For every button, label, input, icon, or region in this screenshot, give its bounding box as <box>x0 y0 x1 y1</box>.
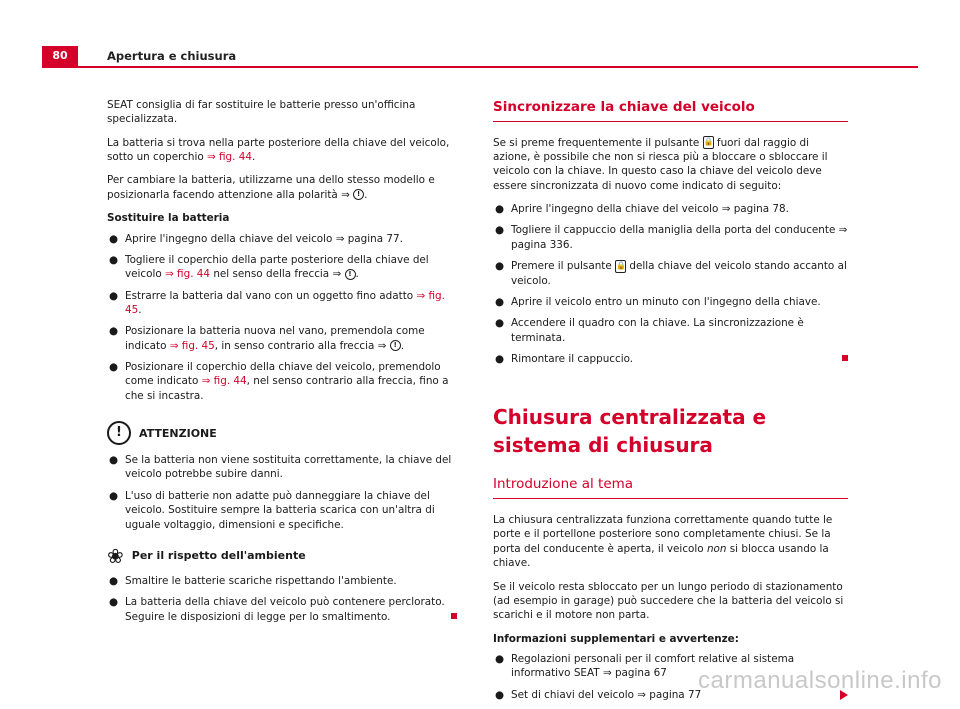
header-rule <box>42 66 918 68</box>
lock-button-icon: 🔒 <box>615 260 626 273</box>
fig-link[interactable]: ⇒ fig. 44 <box>165 268 211 281</box>
bullet-icon: ● <box>495 224 505 237</box>
bullet-icon: ● <box>109 596 119 609</box>
paragraph: La chiusura centralizzata funziona correttamente quando tutte le porte e il portellone posteriore sono completamente chiusi. Se la porta del conducente è aperta, il veicolo non si blocca usando la chiave. <box>493 514 833 570</box>
bullet-icon: ● <box>495 652 505 665</box>
list-item: ● La batteria della chiave del veicolo può contenere perclorato. Seguire le disposizioni di legge per lo smaltimento. <box>107 595 459 624</box>
bullet-icon: ● <box>109 574 119 587</box>
list-item: ● Set di chiavi del veicolo ⇒ pagina 77 <box>493 688 848 702</box>
paragraph: Per cambiare la batteria, utilizzarne una dello stesso modello e posizionarla facendo attenzione alla polarità ⇒ ! . <box>107 174 435 201</box>
list-item: ● Posizionare il coperchio della chiave del veicolo, premendolo come indicato ⇒ fig. 44, nel senso contrario alla freccia, fino a che si incastra. <box>109 361 449 402</box>
environment-box-header <box>107 543 459 568</box>
bullet-icon: ● <box>495 317 505 330</box>
list-item: ● Se la batteria non viene sostituita correttamente, la chiave del veicolo potrebbe subire danni. <box>109 454 452 481</box>
warning-ref-icon[interactable]: ! <box>390 340 401 351</box>
warning-title: ATTENZIONE <box>139 426 217 440</box>
paragraph: SEAT consiglia di far sostituire le batterie presso un'officina specializzata. <box>107 99 416 126</box>
section-heading: Introduzione al tema <box>493 475 848 499</box>
watermark: carmanualsonline.info <box>698 666 942 694</box>
list-item: ● Aprire l'ingegno della chiave del veicolo ⇒ pagina 78. <box>495 203 789 216</box>
running-header: Apertura e chiusura <box>107 49 237 63</box>
list-item: ● Aprire il veicolo entro un minuto con l'ingegno della chiave. <box>495 295 821 308</box>
warning-icon: ! <box>107 421 131 445</box>
left-column <box>107 98 459 631</box>
bullet-icon: ● <box>495 688 505 701</box>
subheading: Sostituire la batteria <box>107 212 230 225</box>
list-item: ● Smaltire le batterie scariche rispettando l'ambiente. <box>109 574 397 587</box>
list-item: ● Aprire l'ingegno della chiave del veicolo ⇒ pagina 77. <box>109 232 403 245</box>
bullet-icon: ● <box>495 260 505 273</box>
list-item: ● Posizionare la batteria nuova nel vano, premendola come indicato ⇒ fig. 45, in senso contrario alla freccia ⇒ ! . <box>109 325 425 352</box>
bullet-icon: ● <box>495 352 505 365</box>
section-heading: Sincronizzare la chiave del veicolo <box>493 98 848 122</box>
lock-button-icon: 🔒 <box>703 136 714 149</box>
section-end-mark <box>842 355 848 361</box>
page-number: 80 <box>42 46 78 66</box>
bullet-icon: ● <box>109 361 119 374</box>
paragraph: La batteria si trova nella parte posteriore della chiave del veicolo, sotto un coperchio ⇒ fig. 44. <box>107 136 450 164</box>
bullet-icon: ● <box>495 203 505 216</box>
bullet-icon: ● <box>109 489 119 502</box>
list-item: ● Togliere il cappuccio della maniglia della porta del conducente ⇒ pagina 336. <box>495 224 848 251</box>
fig-link[interactable]: ⇒ fig. 44 <box>201 375 247 388</box>
bullet-icon: ● <box>109 232 119 245</box>
list-item: ● Premere il pulsante 🔒 della chiave del veicolo stando accanto al veicolo. <box>495 260 847 287</box>
flower-icon: ❀ <box>107 543 124 568</box>
bullet-icon: ● <box>495 295 505 308</box>
warning-box-header <box>107 421 459 445</box>
section-end-mark <box>451 613 457 619</box>
environment-title: Per il rispetto dell'ambiente <box>131 549 306 563</box>
list-item: ● Togliere il coperchio della parte posteriore della chiave del veicolo ⇒ fig. 44 nel senso della freccia ⇒ ! . <box>109 253 429 281</box>
paragraph: Se si preme frequentemente il pulsante 🔒 fuori dal raggio di azione, è possibile che non si riesca più a bloccare o sbloccare il veicolo con la chiave. In questo caso la chiave del veicolo deve essere sincronizzata di nuovo come indicato di seguito: <box>493 136 828 192</box>
fig-link[interactable]: ⇒ fig. 45 <box>125 289 445 316</box>
warning-ref-icon[interactable]: ! <box>345 269 356 280</box>
bullet-icon: ● <box>109 289 119 302</box>
paragraph: Se il veicolo resta sbloccato per un lungo periodo di stazionamento (ad esempio in garage) può succedere che la batteria del veicolo si scarichi e il motore non parta. <box>493 580 844 622</box>
chapter-title: Chiusura centralizzata e sistema di chiusura <box>493 405 767 457</box>
right-column <box>493 98 848 709</box>
list-item: ● Regolazioni personali per il comfort relative al sistema informativo SEAT ⇒ pagina 67 <box>495 652 795 680</box>
list-item: ● Rimontare il cappuccio. <box>493 352 848 366</box>
fig-link[interactable]: ⇒ fig. 45 <box>169 339 215 352</box>
bullet-icon: ● <box>109 325 119 338</box>
bullet-icon: ● <box>109 253 119 266</box>
fig-link[interactable]: ⇒ fig. 44 <box>207 151 252 164</box>
bullet-icon: ● <box>109 454 119 467</box>
list-item: ● Accendere il quadro con la chiave. La sincronizzazione è terminata. <box>495 317 804 344</box>
subheading: Informazioni supplementari e avvertenze: <box>493 632 739 645</box>
list-item: ● Estrarre la batteria dal vano con un oggetto fino adatto ⇒ fig. 45. <box>109 289 445 316</box>
warning-ref-icon[interactable]: ! <box>353 189 364 200</box>
list-item: ● L'uso di batterie non adatte può danneggiare la chiave del veicolo. Sostituire sempre la batteria scarica con un'altra di uguale voltaggio, dimensioni e specifiche. <box>109 489 435 531</box>
